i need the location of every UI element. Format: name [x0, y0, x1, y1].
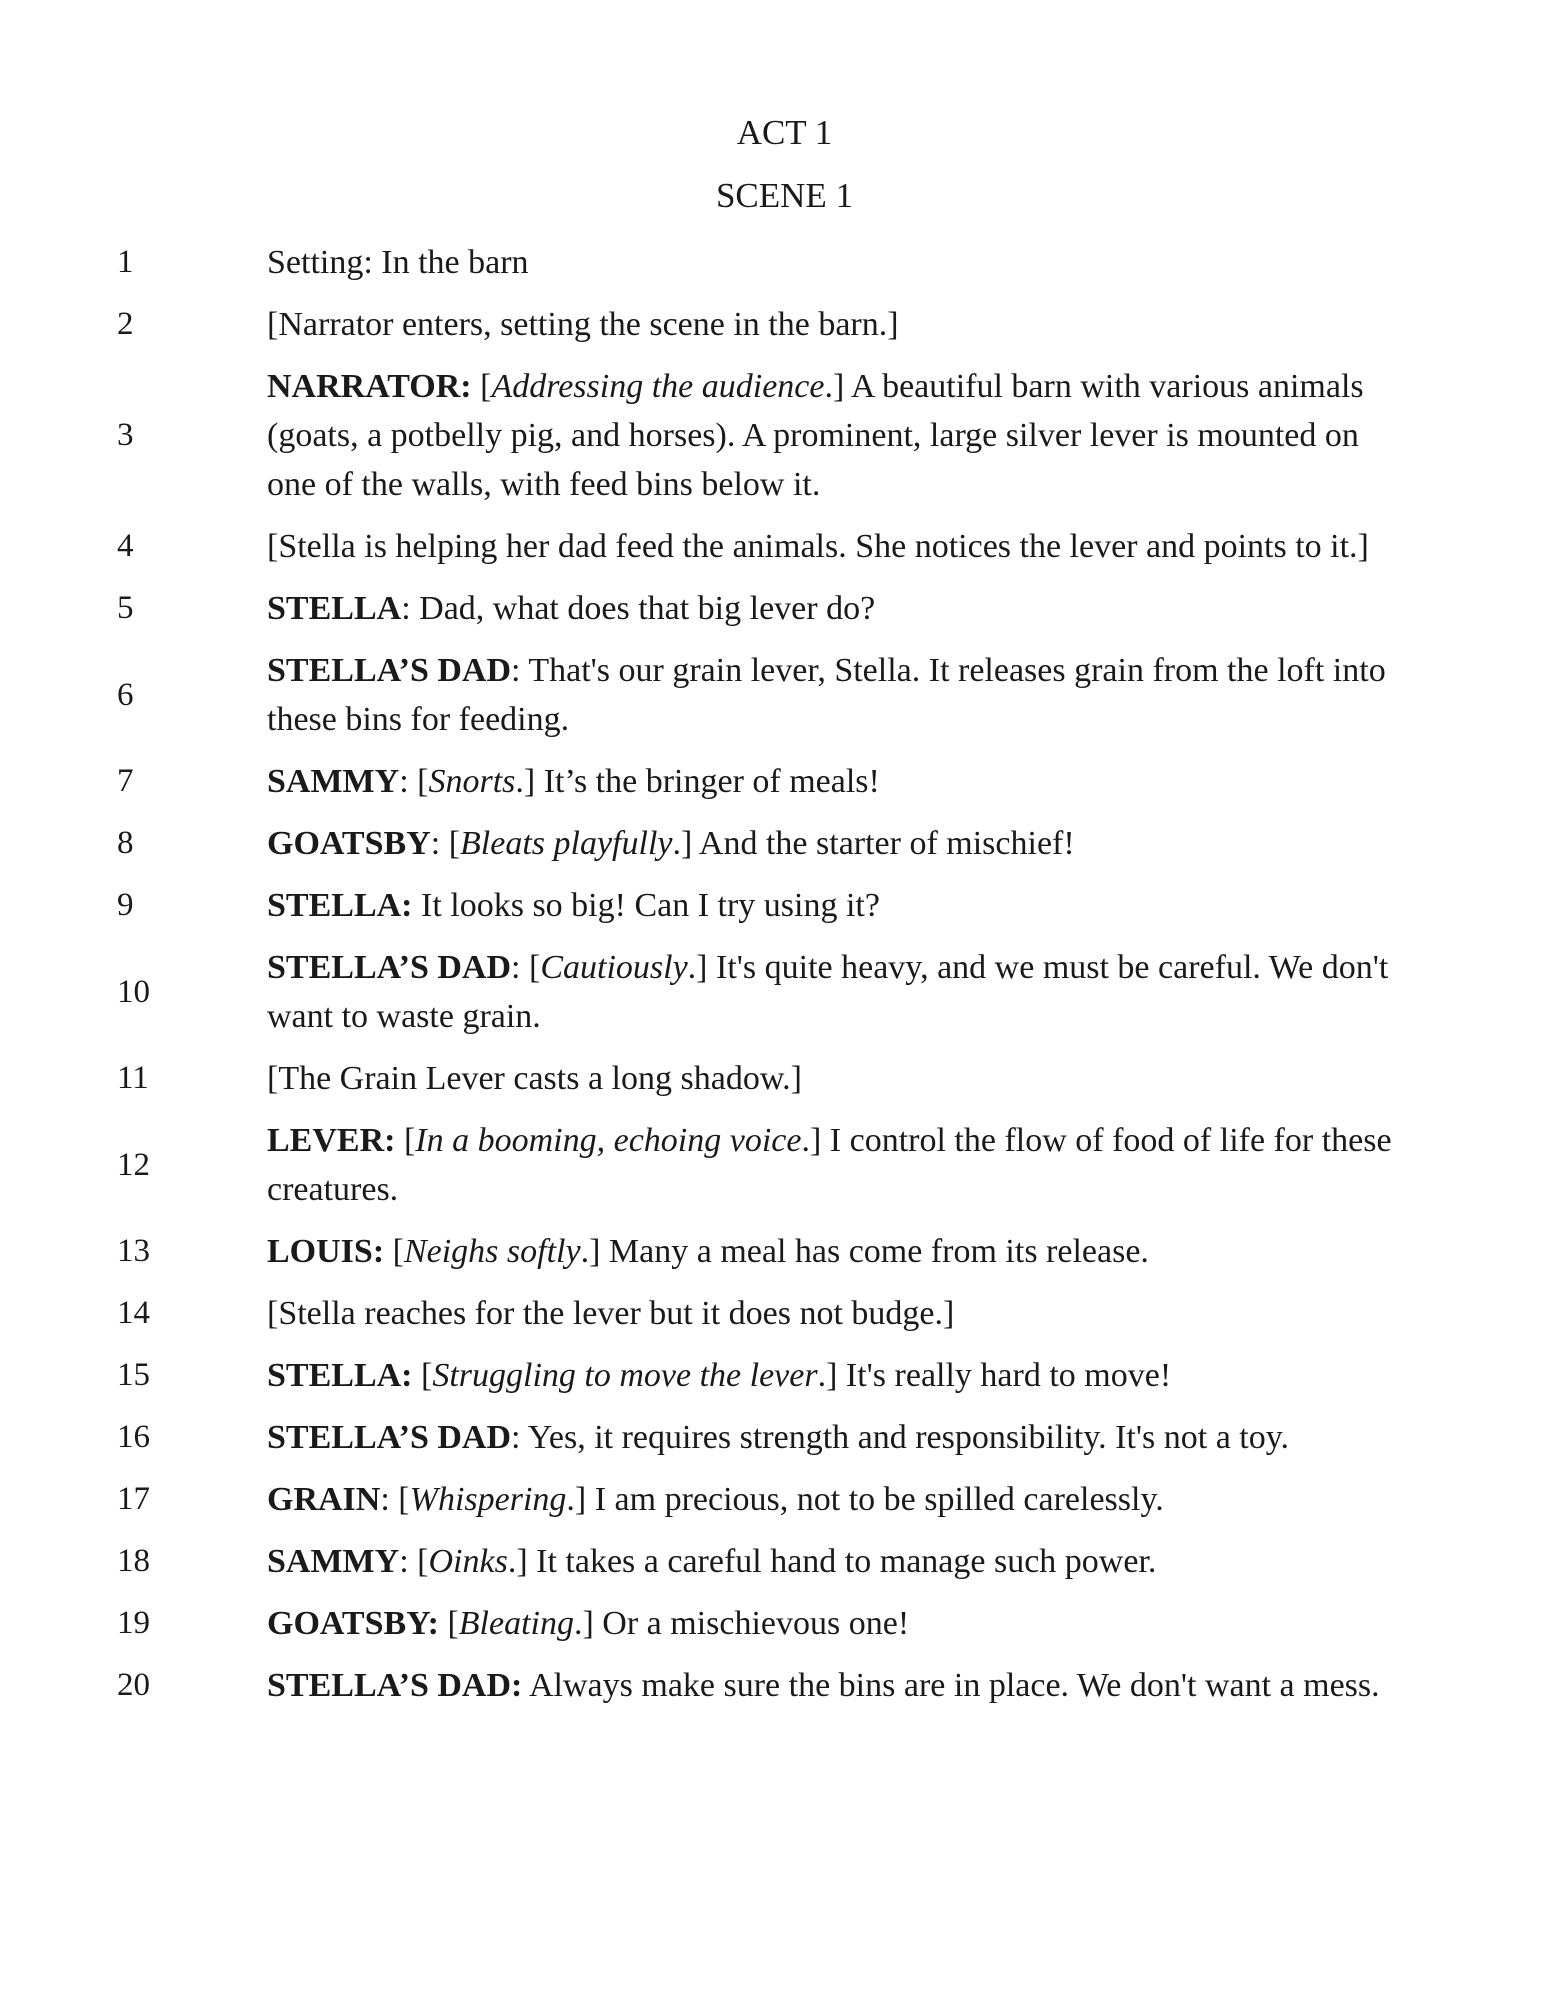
dialogue-text: [ [412, 1357, 433, 1394]
script-line [0, 238, 1545, 287]
line-number: 16 [117, 1419, 150, 1455]
speaker-name: LOUIS: [267, 1233, 385, 1270]
dialogue-text: .] I am precious, not to be spilled carelessly. [566, 1481, 1164, 1518]
script-line [0, 300, 1545, 349]
line-text [267, 522, 1412, 571]
line-number: 20 [117, 1667, 150, 1703]
speaker-name: STELLA: [267, 887, 413, 924]
line-text [267, 819, 1412, 868]
speaker-name: STELLA’S DAD [267, 1419, 512, 1456]
line-number: 10 [117, 973, 150, 1010]
script-line [0, 943, 1545, 1041]
line-number: 9 [117, 887, 134, 923]
dialogue-text: : [ [511, 949, 541, 986]
script-line [0, 1289, 1545, 1338]
dialogue-text: [Narrator enters, setting the scene in the barn.] [267, 306, 899, 343]
script-line [0, 646, 1545, 744]
line-text [267, 646, 1412, 744]
line-number: 3 [117, 417, 134, 453]
dialogue-text: .] Or a mischievous one! [573, 1605, 910, 1642]
script-line [0, 1116, 1545, 1214]
line-number: 2 [117, 306, 134, 342]
line-number: 19 [117, 1605, 150, 1641]
stage-direction: Cautiously [540, 949, 688, 986]
dialogue-text: [ [471, 368, 492, 405]
line-number: 8 [117, 825, 134, 861]
stage-direction: Addressing the audience [491, 368, 825, 405]
line-number: 18 [117, 1543, 150, 1579]
line-text [267, 1116, 1412, 1214]
line-text [267, 1289, 1412, 1338]
line-text [267, 362, 1412, 509]
dialogue-text: : [ [399, 1543, 429, 1580]
dialogue-text: .] It’s the bringer of meals! [515, 763, 880, 800]
speaker-name: STELLA’S DAD: [267, 1667, 523, 1704]
dialogue-text: : Dad, what does that big lever do? [401, 590, 876, 627]
line-text [267, 238, 1412, 287]
speaker-name: SAMMY [267, 1543, 400, 1580]
line-number: 6 [117, 676, 134, 713]
stage-direction: Bleating [458, 1605, 574, 1642]
dialogue-text: : [ [430, 825, 461, 862]
script-line [0, 1351, 1545, 1400]
stage-direction: Struggling to move the lever [432, 1357, 818, 1394]
speaker-name: LEVER: [267, 1122, 396, 1159]
line-number: 4 [117, 528, 134, 564]
script-line [0, 1537, 1545, 1586]
dialogue-text: [ [384, 1233, 404, 1270]
stage-direction: Snorts [428, 763, 516, 800]
speaker-name: STELLA’S DAD [267, 652, 512, 689]
dialogue-text: .] I control the flow of food of life for these creatures. [267, 1122, 1392, 1208]
speaker-name: STELLA: [267, 1357, 413, 1394]
line-text [267, 1227, 1412, 1276]
line-number: 1 [117, 244, 134, 280]
dialogue-text: .] It takes a careful hand to manage such power. [507, 1543, 1157, 1580]
line-text [267, 881, 1412, 930]
speaker-name: NARRATOR: [267, 368, 472, 405]
speaker-name: STELLA’S DAD [267, 949, 512, 986]
line-text [267, 300, 1412, 349]
dialogue-text: .] Many a meal has come from its release. [580, 1233, 1149, 1270]
line-number: 11 [117, 1060, 149, 1096]
line-text [267, 1413, 1412, 1462]
dialogue-text: It looks so big! Can I try using it? [412, 887, 880, 924]
dialogue-text: : [ [380, 1481, 410, 1518]
script-line [0, 522, 1545, 571]
line-text [267, 757, 1412, 806]
line-text [267, 1054, 1412, 1103]
script-line [0, 1227, 1545, 1276]
script-line [0, 757, 1545, 806]
speaker-name: STELLA [267, 590, 402, 627]
script-lines [0, 238, 1545, 1723]
script-line [0, 1475, 1545, 1524]
script-line [0, 362, 1545, 509]
script-line [0, 1054, 1545, 1103]
dialogue-text: : That's our grain lever, Stella. It releases grain from the loft into these bins for feeding. [267, 652, 1386, 738]
speaker-name: GRAIN [267, 1481, 381, 1518]
script-line [0, 1413, 1545, 1462]
line-number: 15 [117, 1357, 150, 1393]
dialogue-text: [Stella is helping her dad feed the animals. She notices the lever and points to it.] [267, 528, 1369, 565]
line-text [267, 584, 1412, 633]
stage-direction: Whispering [409, 1481, 567, 1518]
dialogue-text: [ [395, 1122, 416, 1159]
script-line [0, 584, 1545, 633]
stage-direction: In a booming, echoing voice [415, 1122, 802, 1159]
dialogue-text: : Yes, it requires strength and responsibility. It's not a toy. [511, 1419, 1290, 1456]
script-line [0, 1599, 1545, 1648]
scene-heading: SCENE 1 [715, 176, 854, 215]
line-number: 13 [117, 1233, 150, 1269]
line-number: 14 [117, 1295, 150, 1331]
line-text [267, 1661, 1412, 1710]
line-text [267, 943, 1412, 1041]
speaker-name: GOATSBY [267, 825, 431, 862]
dialogue-text: Always make sure the bins are in place. We don't want a mess. [522, 1667, 1380, 1704]
stage-direction: Oinks [428, 1543, 508, 1580]
act-heading: ACT 1 [736, 113, 833, 152]
line-text [267, 1599, 1412, 1648]
dialogue-text: [Stella reaches for the lever but it does not budge.] [267, 1295, 955, 1332]
line-number: 5 [117, 590, 134, 626]
line-number: 7 [117, 763, 134, 799]
dialogue-text: : [ [399, 763, 429, 800]
dialogue-text: [ [438, 1605, 459, 1642]
stage-direction: Bleats playfully [460, 825, 673, 862]
line-number: 12 [117, 1146, 150, 1183]
speaker-name: SAMMY [267, 763, 400, 800]
dialogue-text: .] It's quite heavy, and we must be careful. We don't want to waste grain. [267, 949, 1389, 1035]
dialogue-text: Setting: In the barn [267, 244, 529, 281]
script-line [0, 819, 1545, 868]
dialogue-text: .] It's really hard to move! [817, 1357, 1172, 1394]
stage-direction: Neighs softly [403, 1233, 581, 1270]
line-text [267, 1351, 1412, 1400]
dialogue-text: [The Grain Lever casts a long shadow.] [267, 1060, 802, 1097]
dialogue-text: .] A beautiful barn with various animals (goats, a potbelly pig, and horses). A prominent, large silver lever is mounted on one of the walls, with feed bins below it. [267, 368, 1364, 503]
dialogue-text: .] And the starter of mischief! [672, 825, 1075, 862]
script-line [0, 1661, 1545, 1710]
line-text [267, 1537, 1412, 1586]
speaker-name: GOATSBY: [267, 1605, 439, 1642]
line-text [267, 1475, 1412, 1524]
line-number: 17 [117, 1481, 150, 1517]
script-line [0, 881, 1545, 930]
